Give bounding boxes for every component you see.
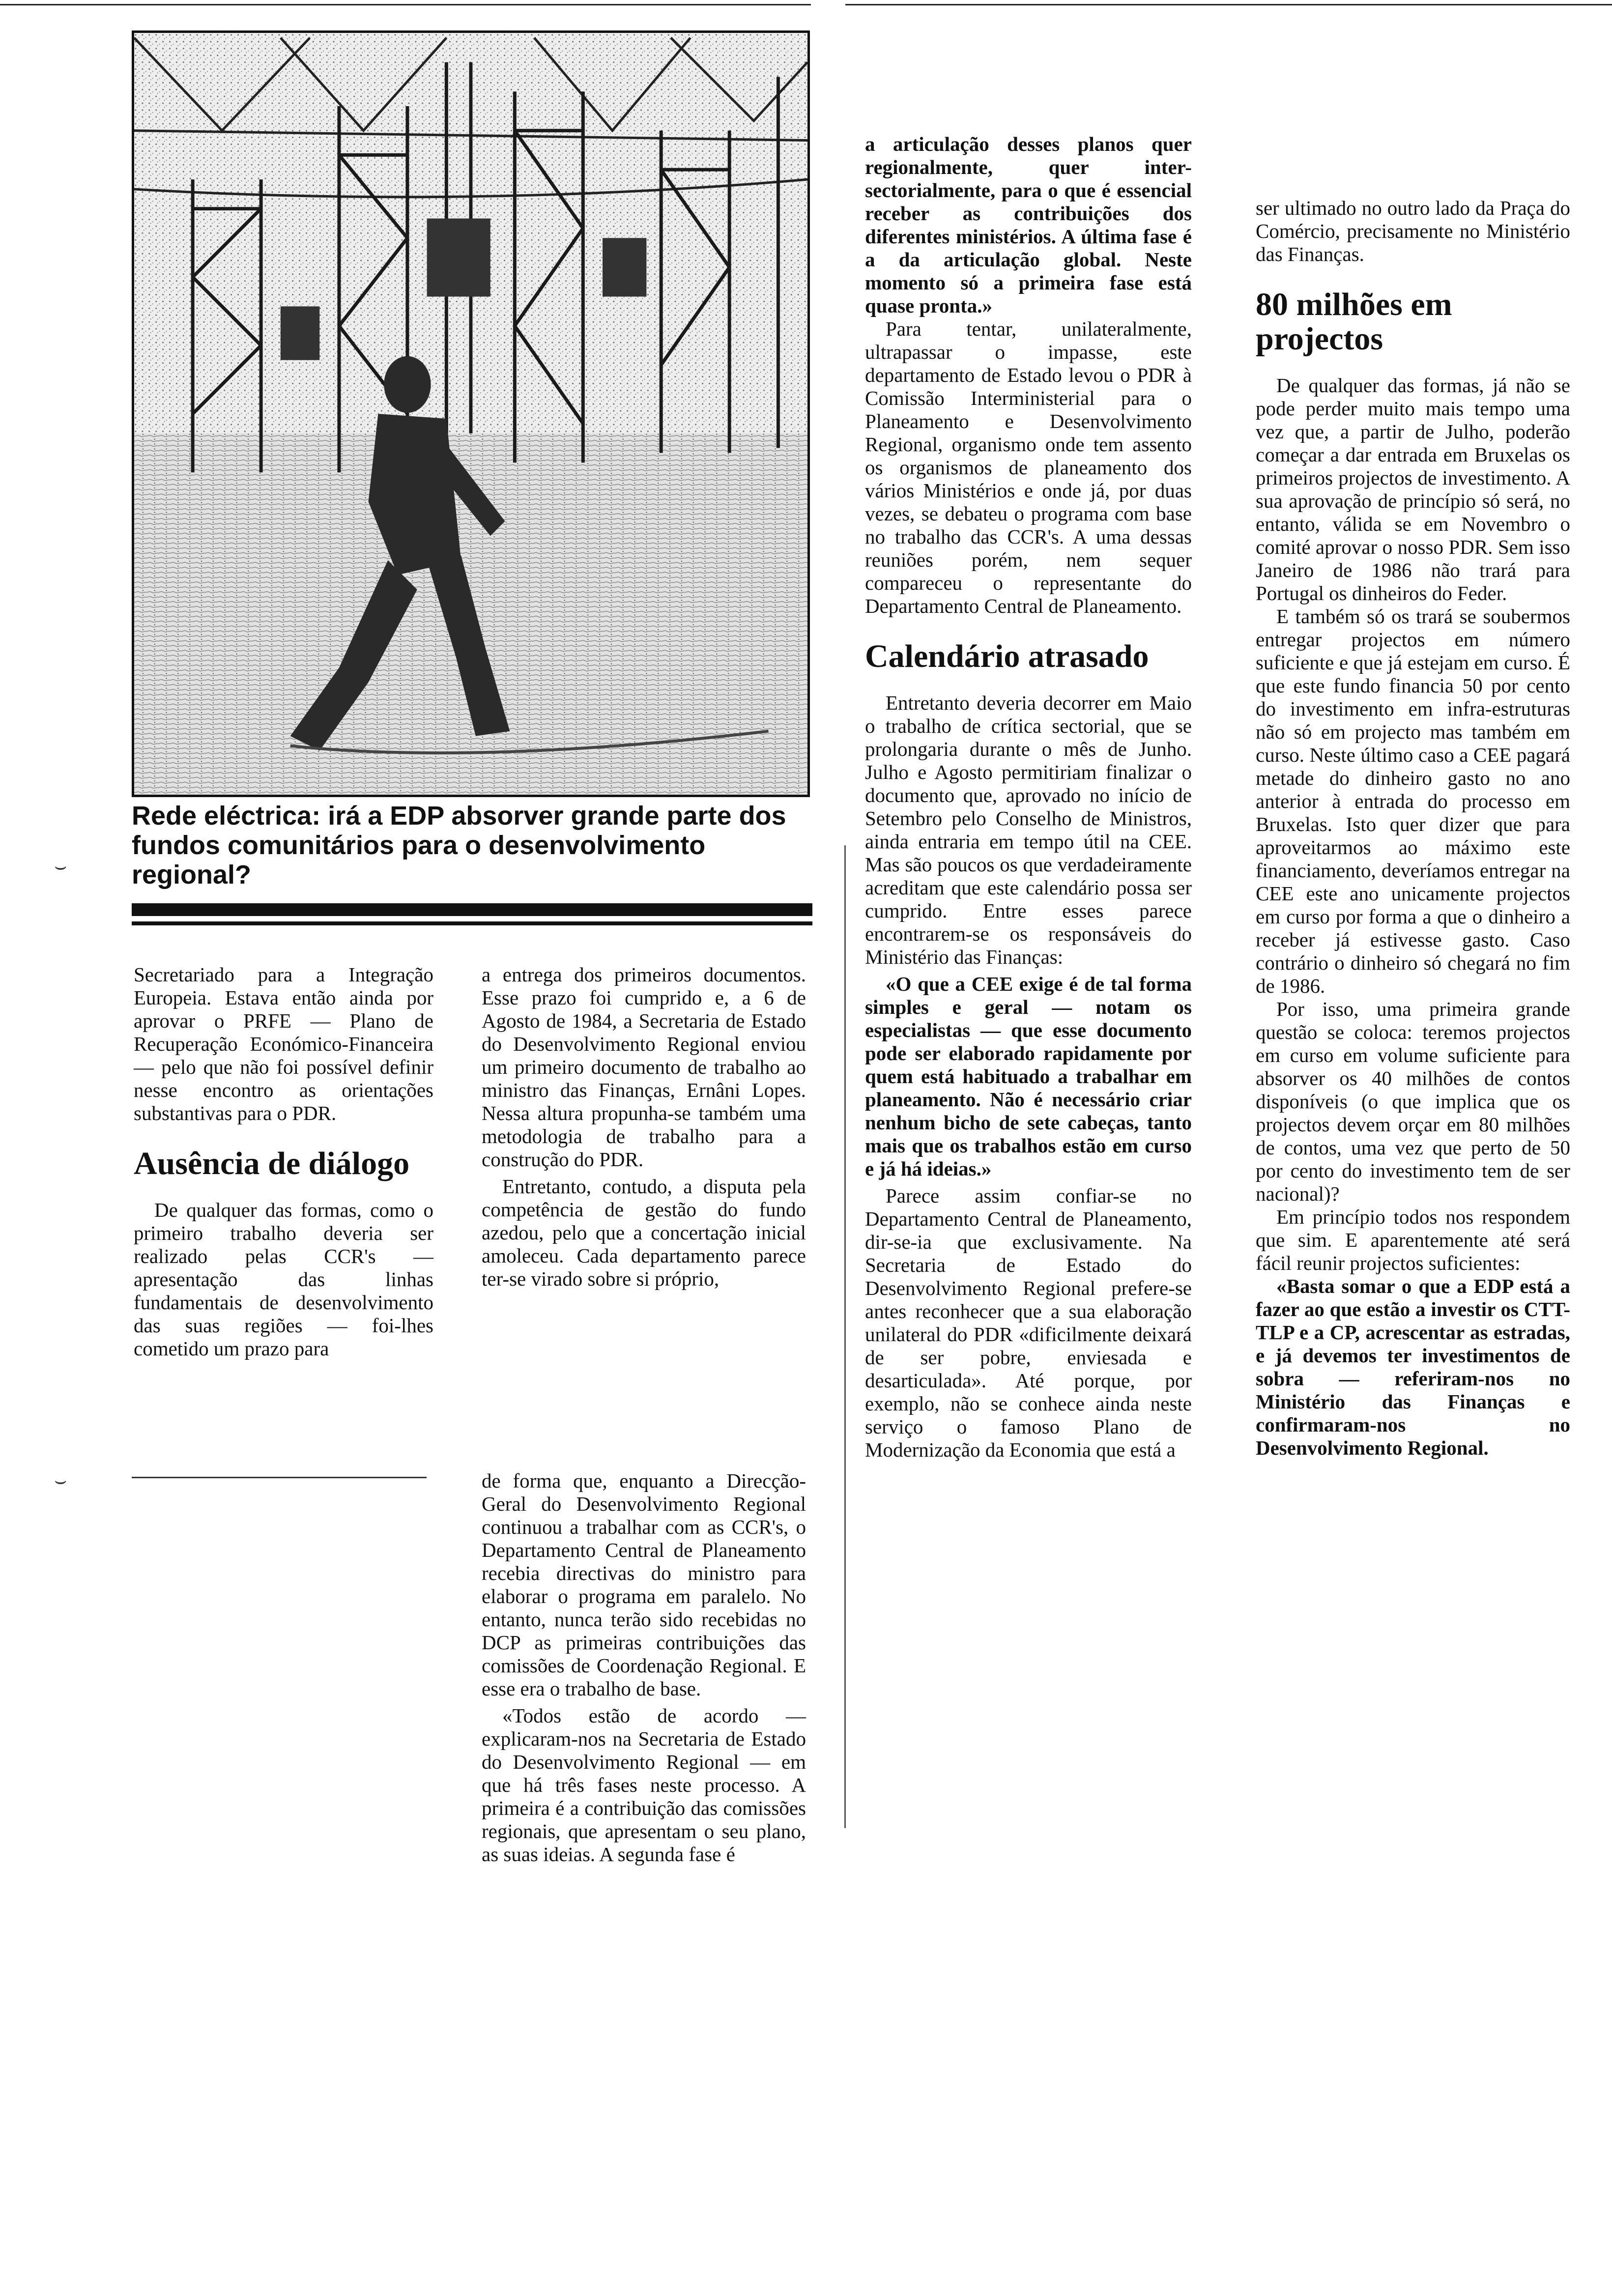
article-column-2-top: [482, 963, 806, 1291]
col4-paragraph-6: «Basta somar o que a EDP está a fazer ao que estão a investir os CTT-TLP e a CP, acrescentar as estradas, e já devemos ter investimentos de sobra — referiram-nos no Ministério das Finanças e confirmaram-nos no Desenvolvimento Regional.: [1256, 1275, 1570, 1459]
col3-paragraph-2: Para tentar, unilateralmente, ultrapassar o impasse, este departamento de Estado levou o PDR à Comissão Interministerial para o Planeamento e Desenvolvimento Regional, organismo onde tem assento os organismos de planeamento dos vários Ministérios e onde já, por duas vezes, se debateu o programa com base no trabalho das CCR's. A uma dessas reuniões porém, nem sequer compareceu o representante do Departamento Central de Planeamento.: [865, 317, 1192, 617]
substation-photo: [132, 30, 810, 797]
top-rule-left: [0, 4, 811, 5]
left-margin-mark-1: ⌣: [54, 855, 67, 878]
col2-paragraph-1: a entrega dos primeiros documentos. Esse prazo foi cumprido e, a 6 de Agosto de 1984, a Secretaria de Estado do Desenvolvimento Regional enviou um primeiro documento de trabalho ao ministro das Finanças, Ernâni Lopes. Nessa altura propunha-se também uma metodologia de trabalho para a construção do PDR.: [482, 963, 806, 1171]
col4-paragraph-3: E também só os trará se soubermos entregar projectos em número suficiente e que já estejam em curso. É que este fundo financia 50 por cento do investimento em infra-estruturas não só em projecto mas também em curso. Neste último caso a CEE pagará metade do dinheiro gasto no ano anterior à entrada do processo em Bruxelas. Isto quer dizer que para aproveitarmos ao máximo este financiamento, deveríamos entregar na CEE este ano unicamente projectos em curso por forma a que o dinheiro a receber já estivesse gasto. Caso contrário o dinheiro só chegará no fim de 1986.: [1256, 605, 1570, 997]
col3-paragraph-3: Entretanto deveria decorrer em Maio o trabalho de crítica sectorial, que se prolongaria durante o mês de Junho. Julho e Agosto permitiriam finalizar o documento que, aprovado no início de Setembro pelo Conselho de Ministros, ainda entraria em tempo útil na CEE. Mas são poucos os que verdadeiramente acreditam que este calendário possa ser cumprido. Entre esses parece encontrarem-se os responsáveis do Ministério das Finanças:: [865, 691, 1192, 968]
top-rule-right: [845, 4, 1612, 5]
col3-paragraph-4: «O que a CEE exige é de tal forma simples e geral — notam os especialistas — que esse documento pode ser elaborado rapidamente por quem está habituado a trabalhar em planeamento. Não é necessário criar nenhum bicho de sete cabeças, tanto mais que os trabalhos estão em curso e já há ideias.»: [865, 973, 1192, 1180]
col4-paragraph-4: Por isso, uma primeira grande questão se coloca: teremos projectos em curso em volume suficiente para absorver os 40 milhões de contos disponíveis (o que implica que os projectos devem orçar em 80 milhões de contos, uma vez que perto de 50 por cento do investimento tem de ser nacional)?: [1256, 998, 1570, 1205]
column-3-left-scan-artifact: [844, 845, 846, 1828]
caption-thin-rule: [132, 921, 812, 925]
substation-illustration: [134, 33, 807, 795]
col4-paragraph-5: Em princípio todos nos respondem que sim. E aparentemente até será fácil reunir projectos suficientes:: [1256, 1205, 1570, 1274]
col1-paragraph-2: De qualquer das formas, como o primeiro trabalho deveria ser realizado pelas CCR's — apresentação das linhas fundamentais de desenvolvimento das suas regiões — foi-lhes cometido um prazo para: [134, 1199, 433, 1360]
article-column-4: [1256, 197, 1570, 1460]
heading-calendario-atrasado: Calendário atrasado: [865, 638, 1149, 674]
article-column-3: [865, 133, 1192, 1462]
left-margin-mark-2: ⌣: [54, 1469, 67, 1492]
col2-paragraph-4: «Todos estão de acordo — explicaram-nos na Secretaria de Estado do Desenvolvimento Regional — em que há três fases neste processo. A primeira é a contribuição das comissões regionais, que apresentam o seu plano, as suas ideias. A segunda fase é: [482, 1704, 806, 1866]
col4-paragraph-1: ser ultimado no outro lado da Praça do Comércio, precisamente no Ministério das Finanças.: [1256, 197, 1570, 265]
col2-paragraph-3: de forma que, enquanto a Direcção-Geral do Desenvolvimento Regional continuou a trabalhar com as CCR's, o Departamento Central de Planeamento recebia directivas do ministro para elaborar o programa em paralelo. No entanto, nunca terão sido recebidas no DCP as primeiras contribuições das comissões de Coordenação Regional. E esse era o trabalho de base.: [482, 1469, 806, 1700]
article-column-2-bottom: [482, 1469, 806, 1866]
col4-paragraph-2: De qualquer das formas, já não se pode perder muito mais tempo uma vez que, a partir de Julho, poderão começar a dar entrada em Bruxelas os primeiros projectos de investimento. A sua aprovação de princípio só será, no entanto, válida se em Novembro o comité aprovar o nosso PDR. Sem isso Janeiro de 1986 não trará para Portugal os dinheiros do Feder.: [1256, 374, 1570, 604]
photo-caption: Rede eléctrica: irá a EDP absorver grande parte dos fundos comunitários para o desenvolvimento regional?: [132, 801, 786, 890]
col3-paragraph-5: Parece assim confiar-se no Departamento Central de Planeamento, dir-se-ia que exclusivamente. Na Secretaria de Estado do Desenvolvimento Regional prefere-se antes reconhecer que a sua elaboração unilateral do PDR «dificilmente deixará de ser pobre, enviesada e desarticulada». Até porque, por exemplo, não se conhece ainda neste serviço o famoso Plano de Modernização da Economia que está a: [865, 1184, 1192, 1461]
col2-paragraph-2: Entretanto, contudo, a disputa pela competência de gestão do fundo azedou, pelo que a concertação inicial amoleceu. Cada departamento parece ter-se virado sobre si próprio,: [482, 1175, 806, 1290]
heading-ausencia-de-dialogo: Ausência de diálogo: [134, 1146, 410, 1181]
col3-paragraph-1: a articulação desses planos quer regionalmente, quer inter-sectorialmente, para o que é essencial receber as contribuições dos diferentes ministérios. A última fase é a da articulação global. Neste momento só a primeira fase está quase pronta.»: [865, 133, 1192, 317]
heading-80-milhoes-em-projectos: 80 milhões em projectos: [1256, 287, 1452, 357]
article-column-1: [134, 963, 433, 1360]
caption-thick-rule: [132, 903, 812, 916]
col1-paragraph-1: Secretariado para a Integração Europeia. Estava então ainda por aprovar o PRFE — Plano de Recuperação Económico-Financeira — pelo que não foi possível definir nesse encontro as orientações substantivas para o PDR.: [134, 963, 433, 1124]
column-1-end-rule: [132, 1477, 427, 1478]
